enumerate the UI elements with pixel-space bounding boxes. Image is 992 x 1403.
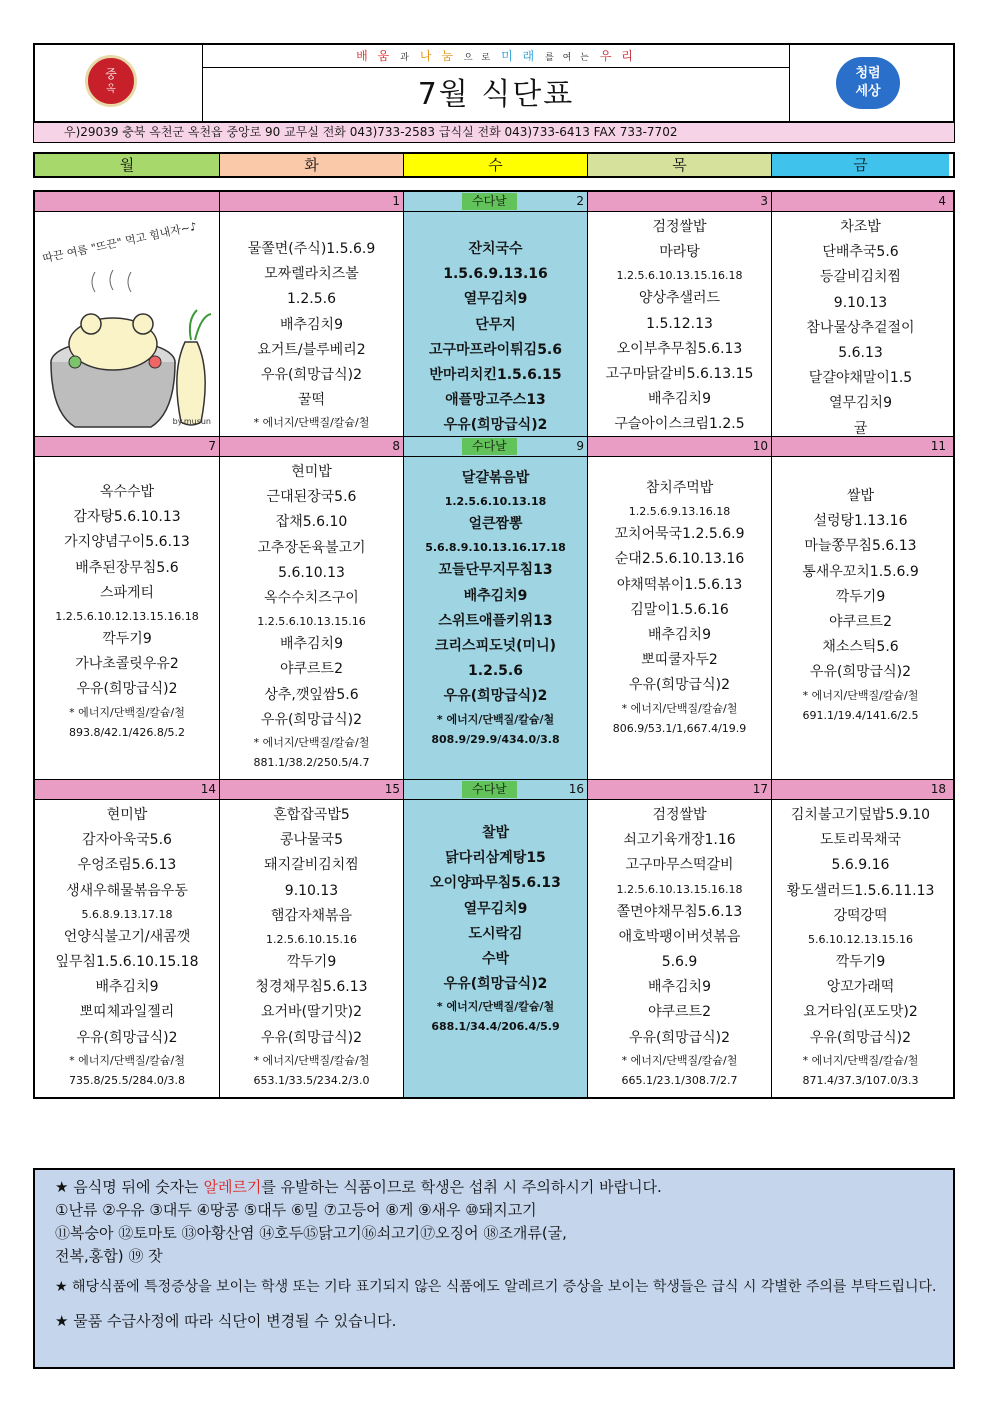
menu-item: 배추김치9 xyxy=(95,979,159,996)
menu-item: 깍두기9 xyxy=(102,631,152,648)
menu-item: 열무김치9 xyxy=(828,395,892,412)
allergy-note-line: ★ 음식명 뒤에 숫자는 알레르기를 유발하는 식품이므로 학생은 섭취 시 주의하시기 바랍니다. xyxy=(55,1178,662,1196)
date-number: 11 xyxy=(930,439,946,453)
integrity-logo-area xyxy=(789,45,953,121)
menu-cell xyxy=(35,800,220,1097)
menu-item: 배추김치9 xyxy=(279,636,343,653)
date-cell xyxy=(35,780,220,799)
menu-item: 우유(희망급식)2 xyxy=(76,681,178,698)
integrity-logo-icon: 청렴 세상 xyxy=(836,57,900,109)
menu-item: 감자탕5.6.10.13 xyxy=(73,509,181,526)
nutrition-info: * 에너지/단백질/칼슘/철 xyxy=(621,701,738,715)
slogan-part: 를 여 는 xyxy=(545,53,592,63)
menu-row xyxy=(35,212,953,437)
menu-item: 김치불고기덮밥5.9.10 xyxy=(790,807,931,823)
menu-item: 야쿠르트2 xyxy=(647,1004,711,1021)
menu-cell xyxy=(220,457,404,779)
menu-item: 야쿠르트2 xyxy=(279,661,343,678)
menu-item: 순대2.5.6.10.13.16 xyxy=(614,551,745,568)
address-line: 우)29039 충북 옥천군 옥천읍 중앙로 90 교무실 전화 043)733-2583 급식실 전화 043)733-6413 FAX 733-7702 xyxy=(33,123,955,143)
menu-item: 옥수수치즈구이 xyxy=(264,590,359,607)
nutrition-info: 735.8/25.5/284.0/3.8 xyxy=(68,1073,186,1087)
menu-item: 청경채무침5.6.13 xyxy=(255,979,368,996)
menu-item: 설렁탕1.13.16 xyxy=(813,513,908,530)
menu-item: 강떡강떡 xyxy=(833,907,888,924)
caution-note: ★ 해당식품에 특정증상을 보이는 학생 또는 기타 표기되지 않은 식품에도 알레르기 증상을 보이는 학생들은 급식 시 각별한 주의를 부탁드립니다. xyxy=(55,1279,937,1295)
menu-cell xyxy=(772,212,949,436)
allergen-list-1: ①난류 ②우유 ③대두 ④땅콩 ⑤대두 ⑥밀 ⑦고등어 ⑧게 ⑨새우 ⑩돼지고기 xyxy=(55,1201,537,1219)
date-number: 7 xyxy=(208,439,216,453)
weekday-4: 금 xyxy=(772,154,949,176)
menu-item: 1.2.5.6.10.13.15.16.18 xyxy=(616,882,743,896)
menu-item: 우유(희망급식)2 xyxy=(443,976,548,993)
menu-item: 고추장돈육불고기 xyxy=(257,539,366,556)
samgyetang-illustration xyxy=(35,212,220,436)
slogan-part: 배 움 xyxy=(356,49,393,63)
slogan-part: 우 리 xyxy=(599,49,636,63)
date-row xyxy=(35,780,953,800)
menu-item: 수박 xyxy=(481,951,510,968)
date-number: 3 xyxy=(760,194,768,208)
weekday-1: 화 xyxy=(220,154,404,176)
menu-item: 오이양파무침5.6.13 xyxy=(430,875,561,892)
weekday-2: 수 xyxy=(404,154,588,176)
date-cell xyxy=(772,437,949,456)
menu-item: 고구마닭갈비5.6.13.15 xyxy=(605,366,754,383)
menu-cell xyxy=(404,457,588,779)
menu-item: 스파게티 xyxy=(99,584,155,601)
menu-cell xyxy=(588,212,772,436)
menu-row xyxy=(35,800,953,1097)
menu-cell xyxy=(404,212,588,436)
nutrition-info: * 에너지/단백질/칼슘/철 xyxy=(253,736,370,750)
menu-item: 언양식불고기/새콤깻 xyxy=(63,928,191,945)
menu-item: 우유(희망급식)2 xyxy=(261,711,362,728)
date-number: 8 xyxy=(392,439,400,453)
menu-item: 애호박팽이버섯볶음 xyxy=(618,928,741,945)
slogan xyxy=(203,45,789,68)
menu-item: 1.2.5.6.10.12.13.15.16.18 xyxy=(55,610,199,624)
slogan-part: 으 로 xyxy=(463,53,494,63)
nutrition-info: 808.9/29.9/434.0/3.8 xyxy=(431,732,560,746)
menu-item: 물쫄면(주식)1.5.6.9 xyxy=(247,241,376,257)
illustration-credit: by.musun xyxy=(172,417,211,426)
menu-item: 5.6.13 xyxy=(838,345,883,362)
nutrition-info: 871.4/37.3/107.0/3.3 xyxy=(802,1073,919,1087)
date-number: 4 xyxy=(938,194,946,208)
menu-item: 5.6.10.12.13.15.16 xyxy=(808,933,913,947)
date-number: 17 xyxy=(752,782,768,796)
nutrition-info: * 에너지/단백질/칼슘/철 xyxy=(436,1000,555,1014)
menu-item: 5.6.8.9.13.17.18 xyxy=(81,907,173,921)
menu-item: 5.6.9 xyxy=(661,954,698,971)
menu-item: 깍두기9 xyxy=(835,588,886,605)
menu-item: 1.2.5.6.10.13.15.16.18 xyxy=(616,269,743,283)
menu-item: 돼지갈비김치찜 xyxy=(264,857,359,874)
menu-item: 채소스틱5.6 xyxy=(822,639,899,656)
menu-item: 1.2.5.6.10.15.16 xyxy=(266,933,357,947)
menu-item: 도토리묵채국 xyxy=(819,832,902,849)
menu-item: 오이부추무침5.6.13 xyxy=(616,340,743,357)
menu-item: 꼬치어묵국1.2.5.6.9 xyxy=(614,526,745,543)
menu-item: 현미밥 xyxy=(291,464,332,480)
menu-item: 잔치국수 xyxy=(468,241,523,257)
menu-item: 참치주먹밥 xyxy=(645,480,714,496)
menu-cell xyxy=(35,457,220,779)
menu-cell xyxy=(588,800,772,1097)
menu-item: 1.5.6.9.13.16 xyxy=(443,266,548,283)
menu-item: 앙꼬가래떡 xyxy=(826,979,895,996)
menu-item: 요거바(딸기맛)2 xyxy=(261,1004,362,1021)
menu-item: 김말이1.5.6.16 xyxy=(630,601,729,618)
menu-item: 황도샐러드1.5.6.11.13 xyxy=(786,882,935,899)
menu-item: 혼합잡곡밥5 xyxy=(273,807,350,823)
menu-item: 우유(희망급식)2 xyxy=(810,1029,911,1046)
menu-item: 차조밥 xyxy=(840,219,881,235)
menu-item: 우유(희망급식)2 xyxy=(629,1029,730,1046)
date-cell xyxy=(404,437,588,456)
menu-item: 5.6.8.9.10.13.16.17.18 xyxy=(425,541,566,555)
menu-item: 잡채5.6.10 xyxy=(275,514,348,531)
menu-item: 가지양념구이5.6.13 xyxy=(64,534,190,551)
date-cell xyxy=(220,780,404,799)
date-cell xyxy=(588,437,772,456)
menu-item: 마늘쫑무침5.6.13 xyxy=(804,538,917,555)
menu-item: 쇠고기육개장1.16 xyxy=(623,832,736,849)
menu-item: 단무지 xyxy=(475,316,516,333)
menu-item: 반마리치킨1.5.6.15 xyxy=(429,367,562,384)
menu-item: 배추된장무침5.6 xyxy=(75,559,179,576)
menu-item: 애플망고주스13 xyxy=(445,392,546,409)
menu-cell xyxy=(404,800,588,1097)
date-cell xyxy=(404,780,588,799)
menu-grid xyxy=(33,190,955,1099)
menu-item: 검정쌀밥 xyxy=(652,807,707,823)
menu-item: 옥수수밥 xyxy=(99,484,155,500)
menu-item: 배추김치9 xyxy=(463,587,528,604)
date-number: 9 xyxy=(576,439,584,453)
nutrition-info: * 에너지/단백질/칼슘/철 xyxy=(436,712,555,726)
menu-item: 1.2.5.6.9.13.16.18 xyxy=(628,505,731,519)
school-seal-icon: 중 옥 xyxy=(85,55,137,107)
menu-item: 요거타임(포도맛)2 xyxy=(803,1004,918,1021)
date-cell xyxy=(772,192,949,211)
change-note: ★ 물품 수급사정에 따라 식단이 변경될 수 있습니다. xyxy=(55,1312,397,1330)
menu-item: 스위트애플키위13 xyxy=(438,612,553,629)
menu-item: 9.10.13 xyxy=(284,882,339,899)
menu-item: 야채떡볶이1.5.6.13 xyxy=(616,576,743,593)
menu-item: 고구마프라이튀김5.6 xyxy=(429,341,562,358)
menu-item: 1.2.5.6.10.13.15.16 xyxy=(257,615,366,629)
menu-item: 단배추국5.6 xyxy=(822,244,899,261)
date-cell xyxy=(35,192,220,211)
menu-item: 배추김치9 xyxy=(647,627,711,644)
date-number: 16 xyxy=(568,782,584,796)
menu-item: 닭다리삼계탕15 xyxy=(445,850,546,867)
menu-cell xyxy=(588,457,772,779)
menu-item: 배추김치9 xyxy=(647,979,711,996)
header-box xyxy=(33,43,955,123)
menu-item: 모짜렐라치즈볼 xyxy=(264,266,359,283)
menu-item: 고구마무스떡갈비 xyxy=(625,857,734,874)
menu-item: 마라탕 xyxy=(659,244,700,261)
menu-item: 구슬아이스크림1.2.5 xyxy=(614,416,745,433)
slogan-part: 미 래 xyxy=(501,49,538,63)
date-number: 2 xyxy=(576,194,584,208)
date-number: 14 xyxy=(200,782,216,796)
date-number: 18 xyxy=(930,782,946,796)
menu-item: 쌀밥 xyxy=(846,488,875,504)
menu-item: 근대된장국5.6 xyxy=(266,489,357,506)
menu-item: 1.2.5.6 xyxy=(287,291,336,308)
date-row xyxy=(35,192,953,212)
menu-item: 크리스피도넛(미니) xyxy=(435,638,556,655)
menu-item: 1.5.12.13 xyxy=(646,315,713,332)
menu-item: 생새우해물볶음우동 xyxy=(66,882,188,899)
date-cell xyxy=(588,780,772,799)
menu-item: 달걀볶음밥 xyxy=(461,470,530,486)
menu-cell xyxy=(772,800,949,1097)
menu-cell xyxy=(220,212,404,436)
menu-item: 1.2.5.6 xyxy=(468,663,523,680)
nutrition-info: 881.1/38.2/250.5/4.7 xyxy=(253,756,370,770)
menu-item: 꼬들단무지무침13 xyxy=(438,562,553,579)
page-title: 7월 식단표 xyxy=(417,77,575,112)
menu-item: 뽀띠쿨자두2 xyxy=(641,652,718,669)
menu-item: 5.6.9.16 xyxy=(831,857,890,874)
menu-row xyxy=(35,457,953,780)
date-cell xyxy=(35,437,220,456)
slogan-part: 과 xyxy=(400,53,412,63)
menu-item: 콩나물국5 xyxy=(279,832,343,849)
menu-item: 가나초콜릿우유2 xyxy=(75,656,179,673)
sudana-badge: 수다날 xyxy=(462,438,517,455)
menu-item: 배추김치9 xyxy=(647,391,711,408)
illustration-caption: 따끈 여름 "뜨끈" 먹고 힘내자~♪ xyxy=(41,219,198,266)
weekday-header xyxy=(33,152,955,178)
date-cell xyxy=(772,780,949,799)
menu-item: 열무김치9 xyxy=(463,291,528,308)
sudana-badge: 수다날 xyxy=(462,193,517,210)
menu-item: 잎무침1.5.6.10.15.18 xyxy=(55,954,199,971)
nutrition-info: * 에너지/단백질/칼슘/철 xyxy=(69,705,185,719)
menu-item: 우유(희망급식)2 xyxy=(76,1029,178,1046)
nutrition-info: 665.1/23.1/308.7/2.7 xyxy=(621,1073,738,1087)
weekday-0: 월 xyxy=(35,154,220,176)
allergy-notes xyxy=(33,1168,955,1369)
menu-item: 뽀띠체과일젤리 xyxy=(79,1004,175,1021)
menu-item: 양상추샐러드 xyxy=(638,290,721,307)
nutrition-info: * 에너지/단백질/칼슘/철 xyxy=(69,1053,185,1067)
sudana-badge: 수다날 xyxy=(462,781,517,798)
menu-item: 5.6.10.13 xyxy=(278,564,345,581)
menu-item: 얼큰짬뽕 xyxy=(468,516,523,533)
menu-item: 우유(희망급식)2 xyxy=(810,664,911,681)
date-number: 1 xyxy=(392,194,400,208)
menu-item: 우유(희망급식)2 xyxy=(629,677,730,694)
menu-item: 상추,깻잎쌈5.6 xyxy=(264,686,359,703)
menu-item: 우유(희망급식)2 xyxy=(443,688,548,705)
weekday-3: 목 xyxy=(588,154,772,176)
nutrition-info: * 에너지/단백질/칼슘/철 xyxy=(253,1053,370,1067)
menu-item: 깍두기9 xyxy=(835,954,886,971)
date-row xyxy=(35,437,953,457)
menu-item: 배추김치9 xyxy=(279,316,343,333)
menu-item: 참나물상추겉절이 xyxy=(806,319,915,336)
menu-item: 등갈비김치찜 xyxy=(819,269,902,286)
menu-item: 감자아욱국5.6 xyxy=(82,832,172,849)
date-cell xyxy=(404,192,588,211)
menu-item: 우유(희망급식)2 xyxy=(443,417,548,434)
school-logo-area xyxy=(35,45,203,121)
menu-item: 도시락김 xyxy=(468,925,523,942)
menu-cell xyxy=(220,800,404,1097)
date-number: 10 xyxy=(752,439,768,453)
menu-item: 9.10.13 xyxy=(833,294,888,311)
nutrition-info: 893.8/42.1/426.8/5.2 xyxy=(68,725,186,739)
nutrition-info: 688.1/34.4/206.4/5.9 xyxy=(431,1020,560,1034)
menu-item: 깍두기9 xyxy=(286,954,337,971)
date-cell xyxy=(588,192,772,211)
nutrition-info: * 에너지/단백질/칼슘/철 xyxy=(802,1053,919,1067)
nutrition-info: * 에너지/단백질/칼슘/철 xyxy=(802,688,919,702)
menu-item: 야쿠르트2 xyxy=(828,614,892,631)
nutrition-info: 691.1/19.4/141.6/2.5 xyxy=(802,708,919,722)
menu-item: 찰밥 xyxy=(481,825,510,841)
nutrition-info xyxy=(220,433,403,436)
menu-item: 1.2.5.6.10.13.18 xyxy=(444,495,547,509)
allergen-list-2: ⑪복숭아 ⑫토마토 ⑬아황산염 ⑭호두⑮닭고기⑯쇠고기⑰오징어 ⑱조개류(굴, xyxy=(55,1224,567,1242)
nutrition-info: 806.9/53.1/1,667.4/19.9 xyxy=(612,721,747,735)
menu-item: 귤 xyxy=(853,420,868,436)
menu-item: 햄감자채볶음 xyxy=(270,907,353,924)
menu-item: 우엉조림5.6.13 xyxy=(77,857,177,874)
menu-item: 열무김치9 xyxy=(463,900,528,917)
date-cell xyxy=(220,192,404,211)
slogan-part: 나 눔 xyxy=(419,49,456,63)
menu-item: 검정쌀밥 xyxy=(652,219,707,235)
menu-cell xyxy=(772,457,949,779)
menu-item: 우유(희망급식)2 xyxy=(261,1029,362,1046)
menu-item: 현미밥 xyxy=(106,807,148,823)
menu-item: 꿀떡 xyxy=(297,392,326,409)
nutrition-info: * 에너지/단백질/칼슘/철 xyxy=(253,416,370,430)
menu-item: 쫄면야채무침5.6.13 xyxy=(616,903,743,920)
menu-item: 통새우꼬치1.5.6.9 xyxy=(802,563,919,580)
allergen-list-3: 전복,홍합) ⑲ 잣 xyxy=(55,1247,163,1265)
menu-item: 달걀야채말이1.5 xyxy=(808,370,913,387)
nutrition-info: 653.1/33.5/234.2/3.0 xyxy=(253,1073,370,1087)
date-number: 15 xyxy=(384,782,400,796)
menu-item: 우유(희망급식)2 xyxy=(261,367,362,384)
nutrition-info: * 에너지/단백질/칼슘/철 xyxy=(621,1053,738,1067)
date-cell xyxy=(220,437,404,456)
menu-item: 요거트/블루베리2 xyxy=(257,341,366,358)
